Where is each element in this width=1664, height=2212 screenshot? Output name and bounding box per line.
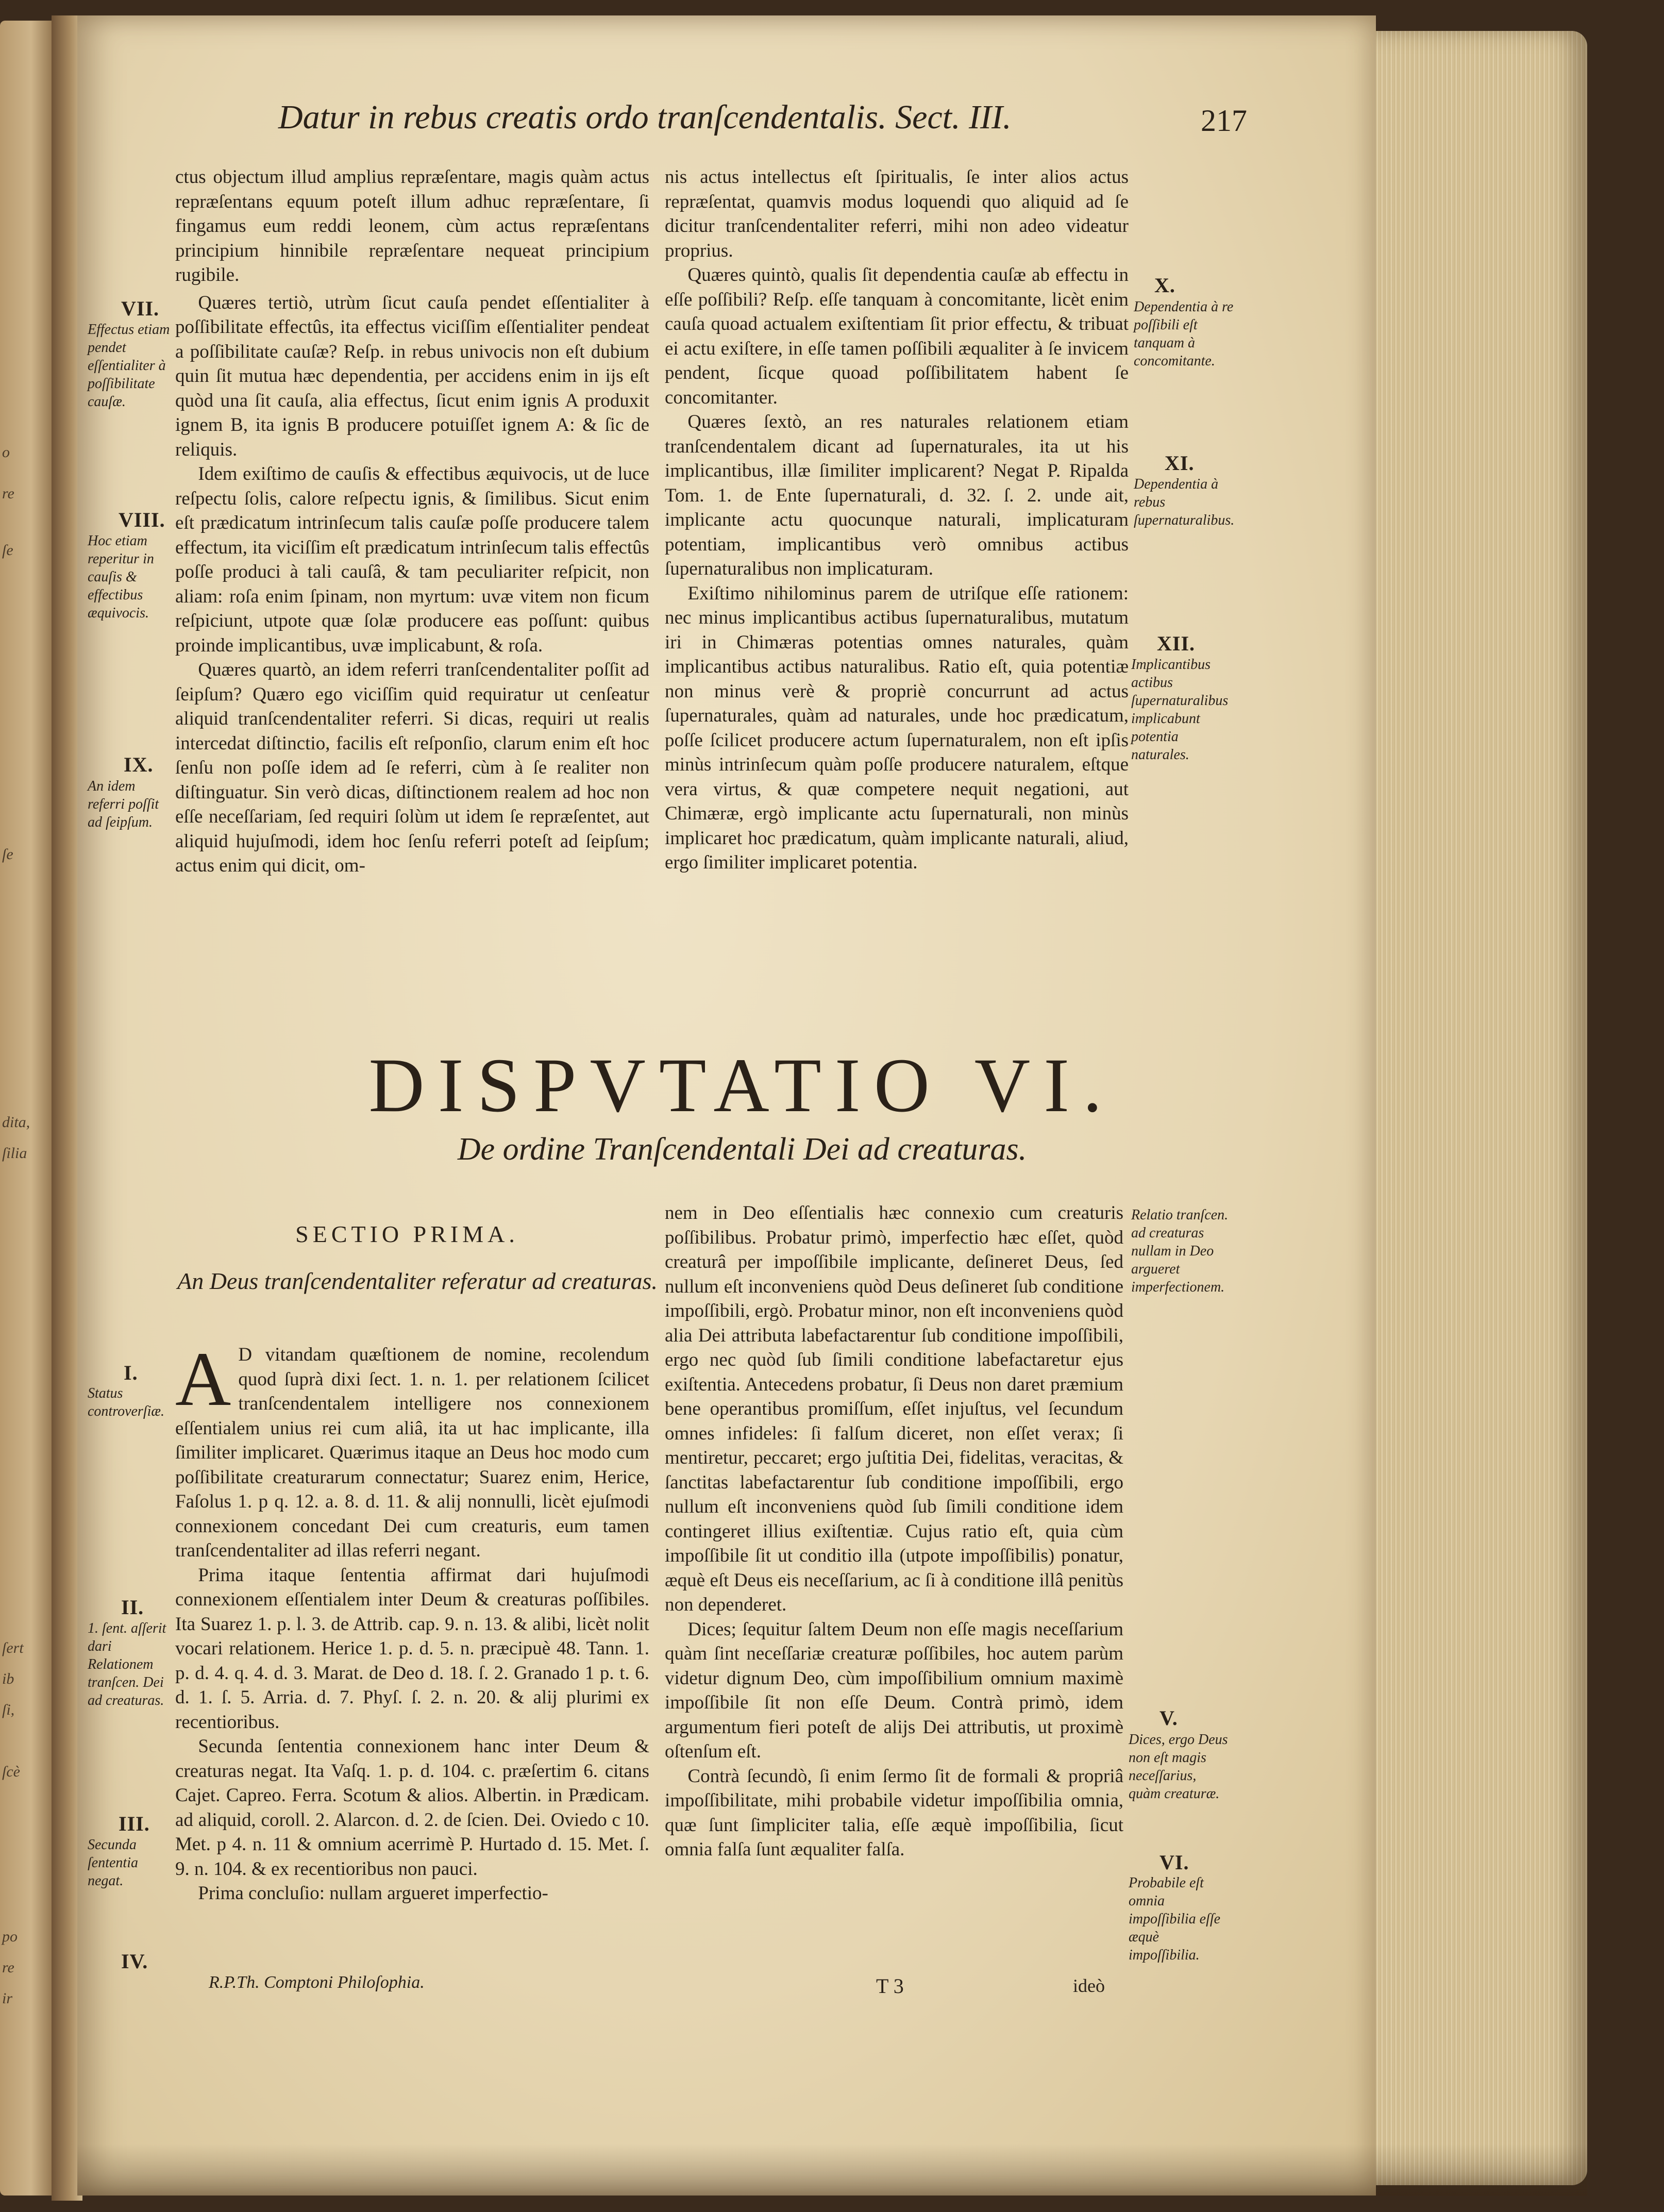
- marginal-note: An idem referri poſſit ad ſeipſum.: [88, 778, 159, 830]
- paragraph: Prima itaque ſententia affirmat dari hujuſmodi connexionem eſſentialem inter Deum & creaturas poſſibiles. Ita Suarez 1. p. l. 3. de Attrib. cap. 9. n. 13. & alibi, licèt nolit vocari relationem. Herice 1. p. d. 5. n. præcipuè 48. Tann. 1. p. d. 4. q. 4. d. 3. Marat. de Deo d. 18. ſ. 2. Granado 1 p. t. 6. d. 1. ſ. 5. Arria. d. 7. Phyſ. ſ. 2. n. 20. & alij plurimi ex recentioribus.: [175, 1564, 649, 1733]
- marginal-note: Probabile eſt omnia impoſſibilia eſſe æquè impoſſibilia.: [1129, 1875, 1221, 1963]
- marginal-note: Dependentia à re poſſibili eſt tanquam à concomitante.: [1134, 299, 1234, 369]
- marginal-note: Secunda ſententia negat.: [88, 1837, 138, 1889]
- marginal-number: X.: [1154, 274, 1175, 297]
- disputation-title: DISPVTATIO VI.: [368, 1043, 1116, 1128]
- marginal-note: Implicantibus actibus ſupernaturalibus implicabunt potentia naturales.: [1131, 657, 1229, 763]
- left-page-edge: [0, 21, 57, 2196]
- left-edge-fragment: dita,: [2, 1114, 30, 1131]
- marginal-note: 1. ſent. aſſerit dari Relationem tranſcen. Dei ad creaturas.: [88, 1620, 166, 1708]
- left-edge-fragment: ſe: [2, 542, 13, 559]
- paragraph: Secunda ſententia connexionem hanc inter Deum & creaturas negat. Ita Vaſq. 1. p. d. 104. c. præſertim 6. citans Cajet. Capreo. Ferra. Scotum & alios. Albertin. in Prædicam. ad aliquid, coroll. 2. Alarcon. d. 2. de ſcien. Dei. Oviedo c 10. Met. p 4. n. 11 & omnium acerrimè P. Hurtado d. 15. Met. ſ. 9. n. 104. & ex recentioribus non pauci.: [175, 1736, 649, 1880]
- paragraph: nis actus intellectus eſt ſpiritualis, ſe inter alios actus repræſentat, quamvis modus loquendi quo aliquid ad ſe dicitur tranſcendentaliter referri, mihi non adeo videatur proprius.: [665, 166, 1129, 261]
- paragraph: Idem exiſtimo de cauſis & effectibus æquivocis, ut de luce reſpectu ſolis, calore reſpectu ignis, & ſimilibus. Sicut enim eſt prædicatum intrinſecum talis cauſæ poſſe producere talem effectum, ita viciſſim eſt prædicatum intrinſecum talis effectûs poſſe produci à tali cauſâ, & tam peculiariter reſpicit, non aliam: roſa enim ſpinam, non myrtum: uvæ vitem non ficum reſpiciunt, utpote quæ ſolæ producere eas poſſunt: quibus proinde implicantibus, uvæ implicabunt, & roſa.: [175, 463, 649, 656]
- marginal-number: IX.: [124, 753, 154, 776]
- paragraph: Quæres quintò, qualis ſit dependentia cauſæ ab effectu in eſſe poſſibili? Reſp. eſſe tanquam à concomitante, licèt enim cauſa quoad actualem exiſtentiam ſit prior effectu, & tribuat ei actu exiſtere, in eſſe tamen poſſibili æqualiter à ſe invicem pendent, ſicque quoad poſſibilitatem habent ſe concomitanter.: [665, 264, 1129, 408]
- marginal-number: I.: [124, 1361, 138, 1384]
- section-question: An Deus tranſcendentaliter referatur ad creaturas.: [177, 1268, 658, 1294]
- left-edge-fragment: re: [2, 1959, 14, 1976]
- running-head: Datur in rebus creatis ordo tranſcendentalis. Sect. III.: [278, 98, 1012, 136]
- left-edge-fragment: ſe: [2, 846, 13, 863]
- marginal-number: VI.: [1159, 1851, 1189, 1874]
- marginal-note: Status controverſiæ.: [88, 1385, 165, 1419]
- page-block-fore-edge: [1360, 31, 1587, 2185]
- left-column-top: [175, 165, 649, 878]
- marginal-number: VIII.: [119, 508, 165, 531]
- left-edge-fragment: po: [2, 1928, 18, 1945]
- marginal-note: Relatio tranſcen. ad creaturas nullam in Deo argueret imperfectionem.: [1131, 1207, 1229, 1295]
- right-column-top: [665, 165, 1129, 875]
- signature-mark: T 3: [876, 1974, 904, 1998]
- paragraph: nem in Deo eſſentialis hæc connexio cum creaturis poſſibilibus. Probatur primò, imperfectio hæc eſſet, quòd creaturâ per impoſſibile implicante, deſineret Deus, ſed nullum eſt inconveniens quòd Deus deſineret ſub conditione impoſſibili, ergò. Probatur minor, non eſt inconveniens quòd alia Dei attributa labefactarentur ſub conditione impoſſibili, ergo nec quòd ſub ſimili conditione labefactaretur ejus exiſtentia. Antecedens probatur, ſi Deus non daret præmium bene operantibus promiſſum, eſſet injuſtus, vel ſecundum omnes infideles: ſi falſum diceret, non eſſet verax; ſi mentiretur, peccaret; ergo juſtitia Dei, fidelitas, veracitas, & ſanctitas labefactarentur ſub conditione impoſſibili, ergo nullum eſt inconveniens quòd ſub ſimili conditione idem contingeret illius exiſtentiæ. Cujus ratio eſt, quia cùm impoſſibile ſit ut conditio illa (utpote impoſſibilis) ponatur, æquè eſt Deus eis neceſſarium, ac ſi à conditione illâ penitùs non dependeret.: [665, 1202, 1123, 1615]
- paragraph: Quæres tertiò, utrùm ſicut cauſa pendet eſſentialiter à poſſibilitate effectûs, ita effectus viciſſim eſſentialiter pendeat a poſſibilitate cauſæ? Reſp. in rebus univocis non eſt dubium quin ſit mutua hæc dependentia, per accidens enim in ijs eſt quòd una ſit cauſa, alia effectus, ſicut enim ignis A produxit ignem B, ita ignis B producere potuiſſet ignem A: & ſic de reliquis.: [175, 292, 649, 460]
- page-number: 217: [1201, 104, 1247, 138]
- marginal-note: Dependentia à rebus ſupernaturalibus.: [1134, 476, 1235, 528]
- paragraph: [175, 1336, 649, 1563]
- marginal-note: Dices, ergo Deus non eſt magis neceſſarius, quàm creaturæ.: [1129, 1732, 1228, 1802]
- marginal-number: VII.: [121, 297, 160, 320]
- paragraph: Dices; ſequitur ſaltem Deum non eſſe magis neceſſarium quàm ſint neceſſariæ creaturæ poſſibiles, hoc autem parùm videtur dignum Deo, cùm impoſſibilium omnium maximè impoſſibile ſit non eſſe Deum. Contrà primò, idem argumentum fieri poteſt de alijs Dei attributis, ut proximè oſtenſum eſt.: [665, 1618, 1123, 1762]
- drop-cap: A: [175, 1336, 231, 1422]
- right-column-bottom: [665, 1201, 1123, 1862]
- marginal-number: II.: [121, 1596, 144, 1619]
- marginal-number: IV.: [121, 1950, 148, 1973]
- left-edge-fragment: ſert: [2, 1639, 24, 1656]
- left-edge-fragment: ir: [2, 1990, 13, 2007]
- marginal-number: XII.: [1157, 632, 1196, 655]
- paragraph: Quæres quartò, an idem referri tranſcendentaliter poſſit ad ſeipſum? Quæro ego viciſſim quid requiratur ut cenſeatur aliquid tranſcendentaliter referri. Si dicas, requiri ut realis intercedat diſtinctio, facilis eſt reſponſio, clarum enim eſt hoc ſenſu non poſſe idem ad ſe referri, cùm à ſe realiter non diſtinguatur. Sin verò dicas, diſtinctionem realem ad hoc non eſſe neceſſariam, ſed requiri ſolùm ut idem ſe repræſentet, aut aliquid hujuſmodi, idem hoc ſenſu referri poteſt ad ſeipſum; actus enim qui dicit, om-: [175, 659, 649, 876]
- left-edge-fragment: ib: [2, 1670, 14, 1687]
- disputation-subtitle: De ordine Tranſcendentali Dei ad creaturas.: [457, 1132, 1027, 1167]
- paragraph: ctus objectum illud amplius repræſentare, magis quàm actus repræſentans equum poteſt illum adhuc repræſentare, ſi fingamus eum reddi leonem, cùm actus repræſentans principium hinnibile repræſentare nequeat principium rugibile.: [175, 166, 649, 286]
- left-edge-fragment: ſcè: [2, 1763, 20, 1780]
- paragraph: Prima concluſio: nullam argueret imperfectio-: [198, 1883, 548, 1904]
- left-edge-fragment: o: [2, 444, 10, 461]
- footer-author: R.P.Th. Comptoni Philoſophia.: [209, 1973, 425, 1992]
- paragraph: Quæres ſextò, an res naturales relationem etiam tranſcendentalem dicant ad ſupernaturales, ita ut his implicantibus, illæ ſimiliter implicarent? Negat P. Ripalda Tom. 1. de Ente ſupernaturali, d. 32. ſ. 2. unde ait, implicante actu quocunque naturali, implicaturam potentiam, implicantibus verò omnibus actibus ſupernaturalibus non implicaturam.: [665, 411, 1129, 579]
- paragraph: Exiſtimo nihilominus parem de utriſque eſſe rationem: nec minus implicantibus actibus ſupernaturalibus, mutatum iri in Chimæras potentias omnes naturales, quàm implicantibus actibus naturalibus. Ratio eſt, quia potentiæ non minus verè & propriè concurrunt ad actus ſupernaturales, quàm ad naturales, unde hoc prædicatum, poſſe ſcilicet producere actum ſupernaturalem, non eſt ipſis minùs intrinſecum quàm poſſe producere naturalem, eſtque vera virtus, & quæ competere nequit negationi, aut Chimæræ, ergò implicante actu ſupernaturali, non minùs implicaret hoc prædicatum, quàm implicante naturali, aliud, ergo ſimiliter implicaret potentia.: [665, 582, 1129, 873]
- page-shadow: [77, 2144, 1587, 2196]
- section-heading: SECTIO PRIMA.: [295, 1221, 519, 1247]
- marginal-number: XI.: [1165, 451, 1195, 475]
- marginal-number: III.: [119, 1812, 150, 1835]
- marginal-note: Hoc etiam reperitur in cauſis & effectibus æquivocis.: [88, 533, 154, 621]
- marginal-note: Effectus etiam pendet eſſentialiter à poſſibilitate cauſæ.: [88, 322, 170, 410]
- left-edge-fragment: ſi,: [2, 1701, 15, 1718]
- marginal-number: V.: [1159, 1706, 1178, 1730]
- paragraph-text: D vitandam quæſtionem de nomine, recolendum quod ſuprà dixi ſect. 1. n. 1. per relationem ſcilicet tranſcendentalem intelligere nos connexionem eſſentialem unius rei cum aliâ, ita ut hac implicante, illa ſimiliter implicaret. Quærimus itaque an Deus hoc modo cum poſſibilitate creaturarum connectatur; Suarez enim, Herice, Faſolus 1. p q. 12. a. 8. d. 11. & alij nonnulli, licèt ejuſmodi connexionem concedant Dei cum creaturis, eum tamen tranſcendentaliter ad illas referri negant.: [175, 1344, 649, 1561]
- paragraph: Contrà ſecundò, ſi enim ſermo ſit de formali & propriâ impoſſibilitate, mihi probabile videtur impoſſibilia omnia, quæ ſunt ſimpliciter talia, eſſe æquè impoſſibilia, ſicut omnia falſa ſunt æqualiter falſa.: [665, 1765, 1123, 1860]
- catchword: ideò: [1073, 1975, 1105, 1996]
- left-edge-fragment: ſilia: [2, 1145, 27, 1162]
- left-edge-fragment: re: [2, 485, 14, 502]
- left-column-bottom: [175, 1336, 649, 1906]
